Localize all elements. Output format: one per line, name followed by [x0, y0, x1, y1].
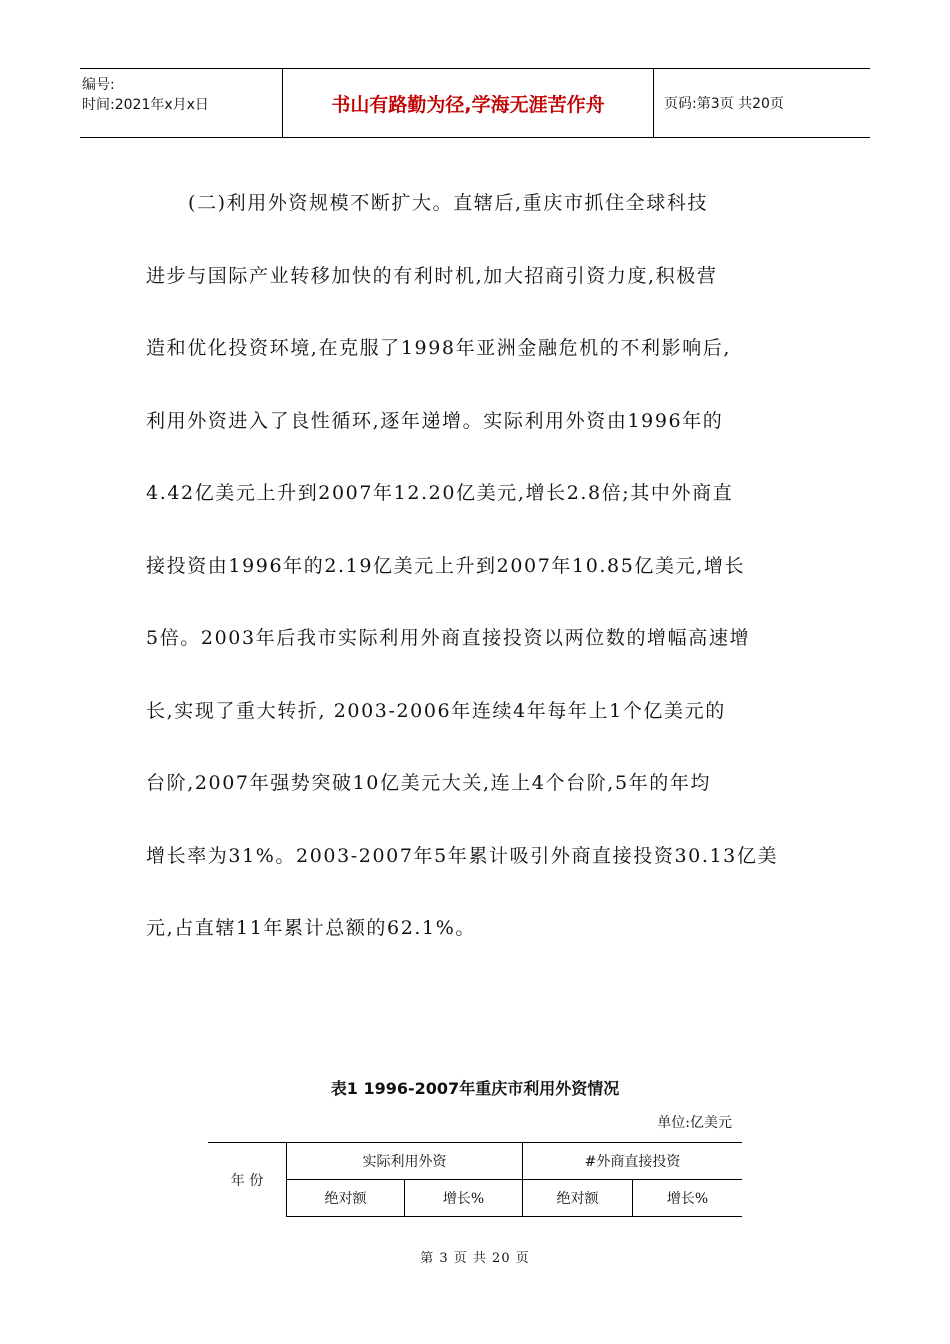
- paragraph-line: 增长率为31%。2003-2007年5年累计吸引外商直接投资30.13亿美: [146, 844, 779, 867]
- body-paragraph: [146, 167, 806, 965]
- group-fdi-header: #外商直接投资: [523, 1143, 743, 1180]
- paragraph-line: 元,占直辖11年累计总额的62.1%。: [146, 917, 476, 939]
- table-unit: 单位:亿美元: [657, 1115, 732, 1131]
- sub-growth-header: 增长%: [633, 1180, 743, 1217]
- table-title: 表1 1996-2007年重庆市利用外资情况: [330, 1079, 620, 1098]
- paragraph-line: 造和优化投资环境,在克服了1998年亚洲金融危机的不利影响后,: [146, 337, 732, 359]
- paragraph-line: 利用外资进入了良性循环,逐年递增。实际利用外资由1996年的: [146, 409, 724, 432]
- header-motto: 书山有路勤为径,学海无涯苦作舟: [282, 69, 654, 137]
- sub-absolute-header: 绝对额: [523, 1180, 633, 1217]
- paragraph-line: 4.42亿美元上升到2007年12.20亿美元,增长2.8倍;其中外商直: [146, 482, 734, 504]
- paragraph-line: 5倍。2003年后我市实际利用外商直接投资以两位数的增幅高速增: [146, 627, 751, 649]
- header-meta: [80, 69, 282, 137]
- paragraph-line: 台阶,2007年强势突破10亿美元大关,连上4个台阶,5年的年均: [146, 772, 712, 794]
- paragraph-line: 接投资由1996年的2.19亿美元上升到2007年10.85亿美元,增长: [146, 554, 746, 577]
- paragraph-line: 长,实现了重大转折, 2003-2006年连续4年每年上1个亿美元的: [146, 699, 726, 722]
- sub-absolute-header: 绝对额: [287, 1180, 405, 1217]
- sub-growth-header: 增长%: [405, 1180, 523, 1217]
- header-page-info: 页码:第3页 共20页: [664, 96, 784, 112]
- group-actual-header: 实际利用外资: [287, 1143, 523, 1180]
- doc-time-label: 时间:2021年x月x日: [82, 97, 209, 113]
- paragraph-line: 进步与国际产业转移加快的有利时机,加大招商引资力度,积极营: [146, 264, 718, 287]
- doc-code-label: 编号:: [82, 77, 115, 93]
- paragraph-line: (二)利用外资规模不断扩大。直辖后,重庆市抓住全球科技: [188, 192, 709, 214]
- page-footer: 第 3 页 共 20 页: [420, 1251, 530, 1266]
- foreign-investment-table: [208, 1142, 742, 1217]
- col-year-header: 年 份: [208, 1143, 287, 1217]
- page-header: [80, 68, 870, 138]
